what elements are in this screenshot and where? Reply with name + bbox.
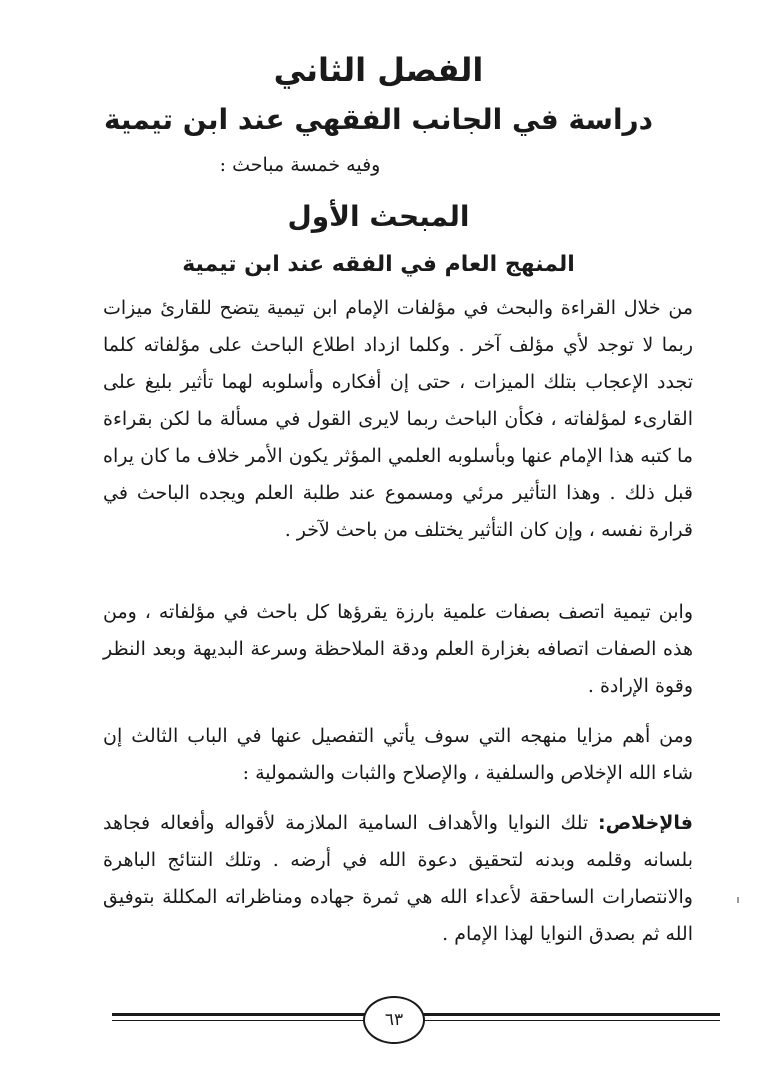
paragraph-1: من خلال القراءة والبحث في مؤلفات الإمام ابن تيمية يتضح للقارئ ميزات ربما لا توجد لأي مؤلف آخر . وكلما ازداد اطلاع الباحث على مؤلفاته كلما تجدد الإعجاب بتلك الميزات ، حتى إن أفكاره وأسلوبه لهما تأثير بليغ على القارىء لمؤلفاته ، فكأن الباحث ربما لايرى القول في مسألة ما لكن بقراءة ما كتبه هذا الإمام عنها وبأسلوبه العلمي المؤثر يكون الأمر خلاف ما كان يراه قبل ذلك . وهذا التأثير مرئي ومسموع عند طلبة العلم ويجده الباحث في قرارة نفسه ، وإن كان التأثير يختلف من باحث لآخر .	[103, 297, 693, 541]
paragraph-4	[103, 805, 693, 953]
chapter-heading: الفصل الثاني	[273, 51, 484, 89]
section-subtitle: المنهج العام في الفقه عند ابن تيمية	[182, 252, 575, 277]
margin-mark	[737, 897, 739, 903]
paragraph-4-lead: فالإخلاص:	[598, 812, 693, 834]
chapter-intro-line: وفيه خمسة مباحث :	[219, 154, 381, 176]
paragraph-2: وابن تيمية اتصف بصفات علمية بارزة يقرؤها كل باحث في مؤلفاته ، ومن هذه الصفات اتصافه بغزارة العلم ودقة الملاحظة وسرعة البديهة وبعد النظر وقوة الإرادة .	[103, 601, 693, 697]
chapter-subtitle: دراسة في الجانب الفقهي عند ابن تيمية	[103, 103, 654, 136]
paragraph-3: ومن أهم مزايا منهجه التي سوف يأتي التفصيل عنها في الباب الثالث إن شاء الله الإخلاص والسلفية ، والإصلاح والثبات والشمولية :	[103, 725, 693, 784]
page-number: ٦٣	[363, 996, 425, 1044]
paragraph-4-text: تلك النوايا والأهداف السامية الملازمة لأقواله وأفعاله فجاهد بلسانه وقلمه وبدنه لتحقيق دعوة الله في أرضه . وتلك النتائج الباهرة والانتصارات الساحقة لأعداء الله هي ثمرة جهاده ومناظراته المكللة بتوفيق الله ثم بصدق النوايا لهذا الإمام .	[103, 812, 693, 945]
section-heading: المبحث الأول	[287, 200, 470, 233]
